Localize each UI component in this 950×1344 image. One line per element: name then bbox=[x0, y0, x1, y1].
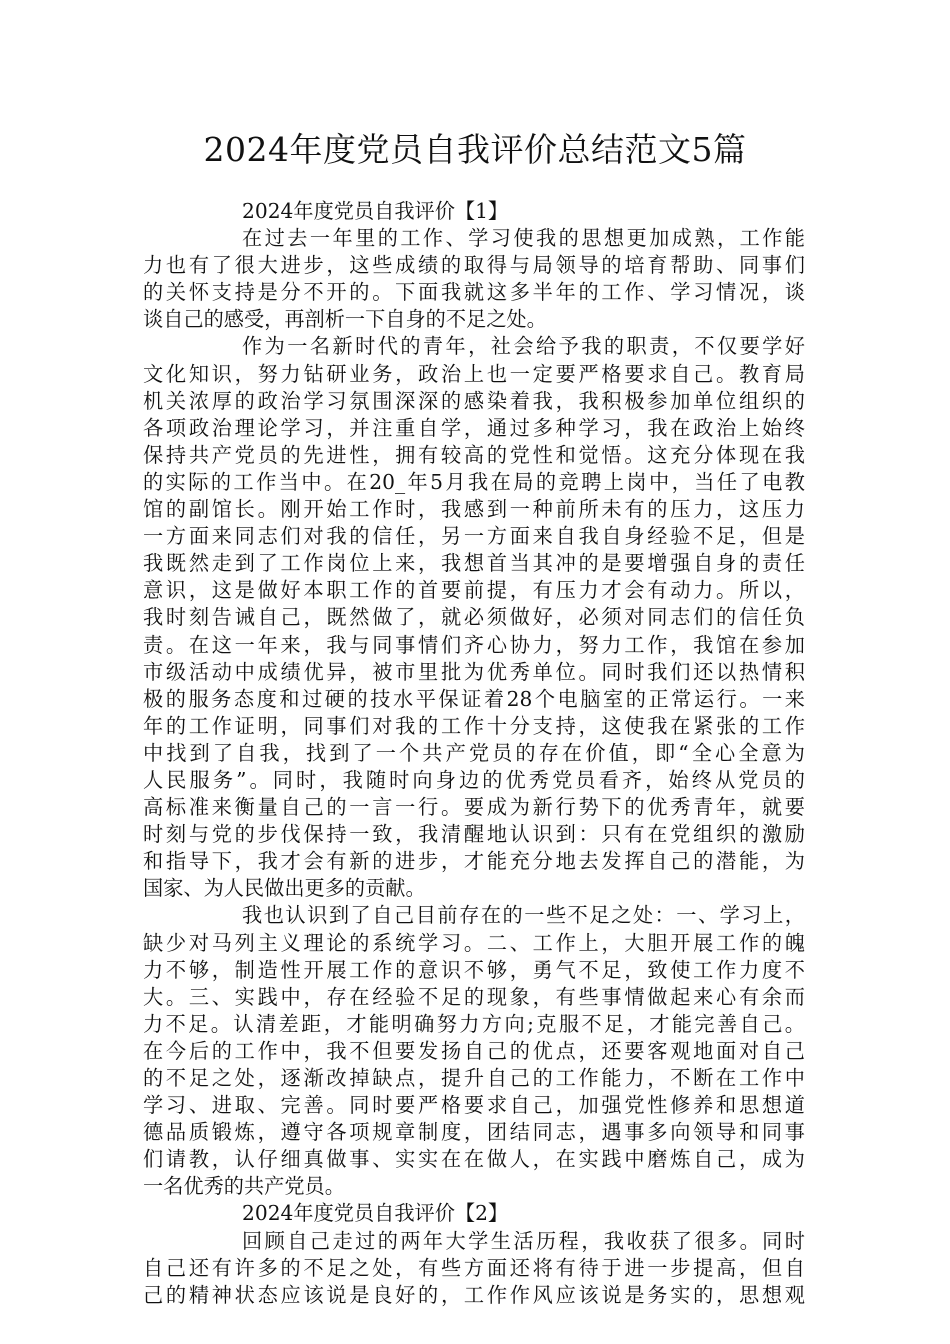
paragraph-last-line: 谈自己的感受，再剖析一下自身的不足之处。 bbox=[143, 307, 547, 332]
paragraph-line: 力也有了很大进步，这些成绩的取得与局领导的培育帮助、同事们 bbox=[143, 253, 805, 278]
paragraph-line: 责。在这一年来，我与同事情们齐心协力，努力工作，我馆在参加 bbox=[143, 632, 805, 657]
paragraph-line: 缺少对马列主义理论的系统学习。二、工作上，大胆开展工作的魄 bbox=[143, 930, 805, 955]
paragraph-line: 力不够，制造性开展工作的意识不够，勇气不足，致使工作力度不 bbox=[143, 957, 805, 982]
section-heading: 2024年度党员自我评价【1】 bbox=[242, 199, 509, 223]
paragraph-line: 力不足。认清差距，才能明确努力方向;克服不足，才能完善自己。 bbox=[143, 1011, 805, 1036]
paragraph-line: 大。三、实践中，存在经验不足的现象，有些事情做起来心有余而 bbox=[143, 984, 805, 1009]
paragraph-line: 德品质锻炼，遵守各项规章制度，团结同志，遇事多向领导和同事 bbox=[143, 1120, 805, 1145]
section-heading: 2024年度党员自我评价【2】 bbox=[242, 1201, 509, 1226]
paragraph-line: 高标准来衡量自己的一言一行。要成为新行势下的优秀青年，就要 bbox=[143, 795, 805, 820]
paragraph-line: 市级活动中成绩优异，被市里批为优秀单位。同时我们还以热情积 bbox=[143, 659, 805, 684]
paragraph-line: 保持共产党员的先进性，拥有较高的党性和觉悟。这充分体现在我 bbox=[143, 442, 805, 467]
paragraph-line: 各项政治理论学习，并注重自学，通过多种学习，我在政治上始终 bbox=[143, 415, 805, 440]
paragraph-last-line: 国家、为人民做出更多的贡献。 bbox=[143, 876, 426, 901]
paragraph-line: 意识，这是做好本职工作的首要前提，有压力才会有动力。所以， bbox=[143, 578, 805, 603]
document-body bbox=[143, 198, 805, 1309]
paragraph-line: 文化知识，努力钻研业务，政治上也一定要严格要求自己。教育局 bbox=[143, 361, 805, 386]
paragraph-line: 的不足之处，逐渐改掉缺点，提升自己的工作能力，不断在工作中 bbox=[143, 1066, 805, 1090]
paragraph-line: 学习、进取、完善。同时要严格要求自己，加强党性修养和思想道 bbox=[143, 1093, 805, 1118]
paragraph-line: 己的精神状态应该说是良好的，工作作风应该说是务实的，思想观 bbox=[143, 1282, 805, 1307]
paragraph-last-line: 一名优秀的共产党员。 bbox=[143, 1174, 345, 1199]
paragraph-line: 中找到了自我，找到了一个共产党员的存在价值，即“全心全意为 bbox=[143, 740, 805, 765]
paragraph-line: 自己还有许多的不足之处，有些方面还将有待于进一步提高，但自 bbox=[143, 1255, 805, 1280]
paragraph-line: 年的工作证明，同事们对我的工作十分支持，这使我在紧张的工作 bbox=[143, 713, 805, 738]
paragraph-first-line: 在过去一年里的工作、学习使我的思想更加成熟，工作能 bbox=[242, 226, 805, 251]
paragraph-first-line: 作为一名新时代的青年，社会给予我的职责，不仅要学好 bbox=[242, 334, 805, 359]
paragraph-line: 极的服务态度和过硬的技水平保证着28个电脑室的正常运行。一来 bbox=[143, 686, 805, 711]
paragraph-line: 馆的副馆长。刚开始工作时，我感到一种前所未有的压力，这压力 bbox=[143, 497, 805, 522]
document-title: 2024年度党员自我评价总结范文5篇 bbox=[203, 130, 747, 169]
paragraph-line: 们请教，认仔细真做事、实实在在做人，在实践中磨炼自己，成为 bbox=[143, 1147, 805, 1172]
paragraph-line: 人民服务”。同时，我随时向身边的优秀党员看齐，始终从党员的 bbox=[143, 767, 805, 792]
paragraph-first-line: 我也认识到了自己目前存在的一些不足之处：一、学习上， bbox=[242, 903, 805, 928]
paragraph-first-line: 回顾自己走过的两年大学生活历程，我收获了很多。同时 bbox=[242, 1228, 805, 1253]
paragraph-line: 时刻与党的步伐保持一致，我清醒地认识到：只有在党组织的激励 bbox=[143, 822, 805, 847]
paragraph-line: 在今后的工作中，我不但要发扬自己的优点，还要客观地面对自己 bbox=[143, 1038, 805, 1063]
paragraph-line: 的关怀支持是分不开的。下面我就这多半年的工作、学习情况，谈 bbox=[143, 280, 805, 305]
paragraph-line: 的实际的工作当中。在20_年5月我在局的竞聘上岗中，当任了电教 bbox=[143, 469, 805, 494]
paragraph-line: 一方面来同志们对我的信任，另一方面来自我自身经验不足，但是 bbox=[143, 524, 805, 549]
paragraph-line: 机关浓厚的政治学习氛围深深的感染着我，我积极参加单位组织的 bbox=[143, 388, 805, 413]
paragraph-line: 和指导下，我才会有新的进步，才能充分地去发挥自己的潜能，为 bbox=[143, 849, 805, 874]
paragraph-line: 我时刻告诫自己，既然做了，就必须做好，必须对同志们的信任负 bbox=[143, 605, 805, 630]
paragraph-line: 我既然走到了工作岗位上来，我想首当其冲的是要增强自身的责任 bbox=[143, 551, 805, 576]
